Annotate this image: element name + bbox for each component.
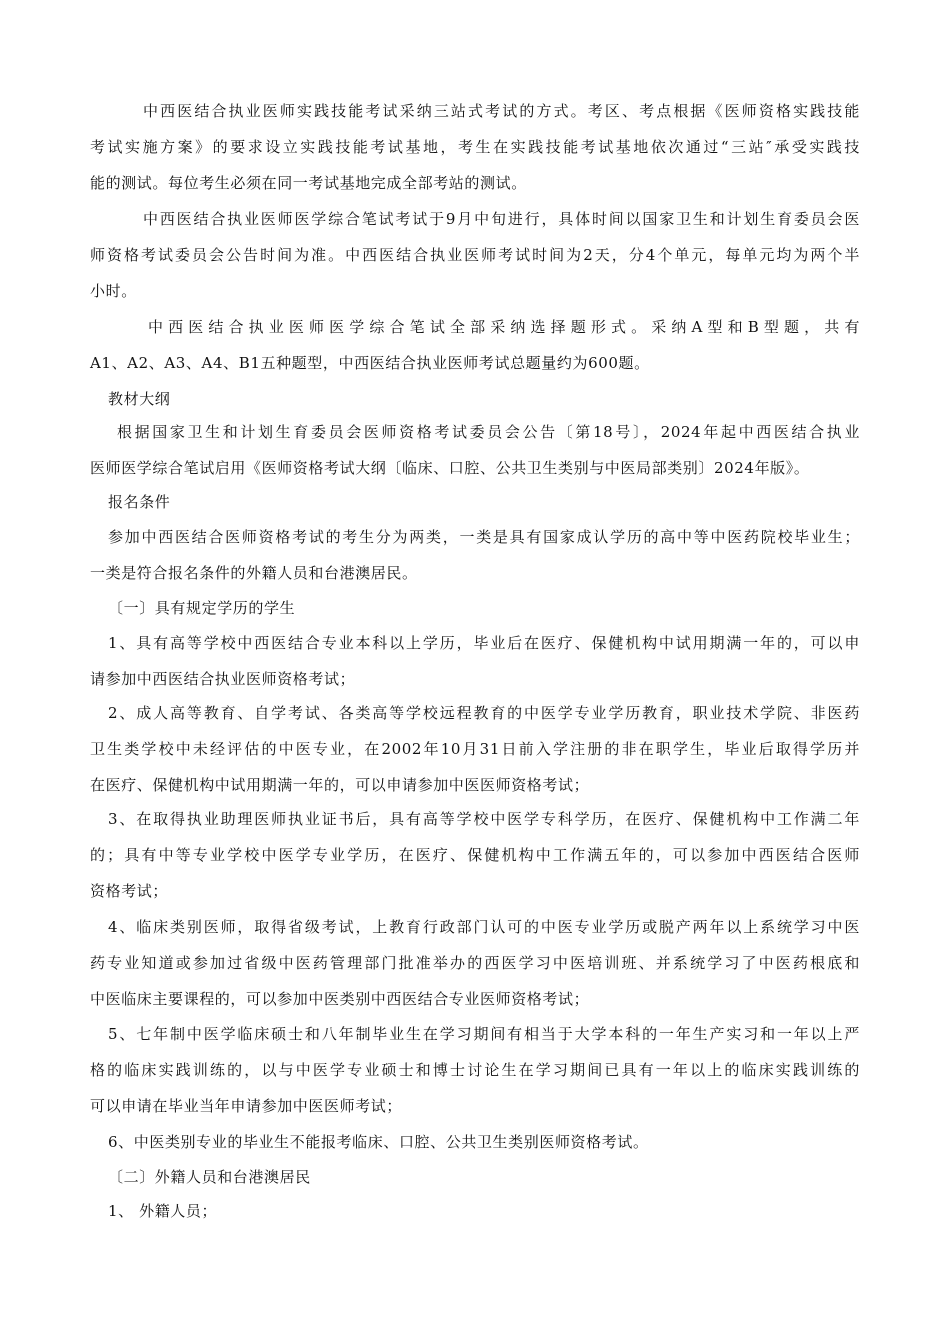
text-line: 参加中西医结合医师资格考试的考生分为两类，一类是具有国家成认学历的高中等中医药院校毕业生； xyxy=(108,528,860,546)
text-line: 小时。 xyxy=(90,282,137,300)
text-line: 可以申请在毕业当年申请参加中医医师考试； xyxy=(90,1097,403,1115)
text-line: 能的测试。每位考生必须在同一考试基地完成全部考站的测试。 xyxy=(90,174,527,192)
paragraph-outline-notice xyxy=(90,414,860,486)
text-line: 中西医结合执业医师实践技能考试采纳三站式考试的方式。考区、考点根据《医师资格实践技能 xyxy=(143,102,860,120)
item-foreign-personnel xyxy=(90,1193,860,1229)
heading-section-two xyxy=(90,1159,860,1195)
text-line: 3、在取得执业助理医师执业证书后，具有高等学校中医学专科学历，在医疗、保健机构中工作满二年 xyxy=(108,810,860,828)
text-line: 4、临床类别医师，取得省级考试，上教育行政部门认可的中医专业学历或脱产两年以上系统学习中医 xyxy=(108,918,860,936)
paragraph-written-exam-time xyxy=(90,201,860,309)
text-line: 〔二〕外籍人员和台港澳居民 xyxy=(108,1168,311,1186)
text-line: 6、中医类别专业的毕业生不能报考临床、口腔、公共卫生类别医师资格考试。 xyxy=(108,1133,649,1151)
heading-textbook-outline xyxy=(90,381,860,417)
text-line: A1、A2、A3、A4、B1五种题型，中西医结合执业医师考试总题量约为600题。 xyxy=(90,354,650,372)
text-line: 1、 外籍人员； xyxy=(108,1202,218,1220)
heading-registration-conditions xyxy=(90,484,860,520)
item-condition-1 xyxy=(90,625,860,697)
paragraph-practical-exam xyxy=(90,93,860,201)
item-condition-4 xyxy=(90,909,860,1017)
text-line: 中西医结合执业医师医学综合笔试全部采纳选择题形式。采纳A型和B型题，共有 xyxy=(148,318,860,336)
text-line: 格的临床实践训练的，以与中医学专业硕士和博士讨论生在学习期间已具有一年以上的临床实践训练的 xyxy=(90,1061,860,1079)
text-line: 中西医结合执业医师医学综合笔试考试于9月中旬进行，具体时间以国家卫生和计划生育委员会医 xyxy=(143,210,860,228)
text-line: 医师医学综合笔试启用《医师资格考试大纲〔临床、口腔、公共卫生类别与中医局部类别〕2024年版》。 xyxy=(90,459,810,477)
text-line: 一类是符合报名条件的外籍人员和台港澳居民。 xyxy=(90,564,418,582)
item-condition-6 xyxy=(90,1124,860,1160)
text-line: 5、七年制中医学临床硕士和八年制毕业生在学习期间有相当于大学本科的一年生产实习和一年以上严 xyxy=(108,1025,860,1043)
paragraph-candidate-types xyxy=(90,519,860,591)
text-line: 根据国家卫生和计划生育委员会医师资格考试委员会公告〔第18号〕，2024年起中西医结合执业 xyxy=(117,423,860,441)
item-condition-2 xyxy=(90,695,860,803)
text-line: 1、具有高等学校中西医结合专业本科以上学历，毕业后在医疗、保健机构中试用期满一年的，可以申 xyxy=(108,634,860,652)
text-line: 师资格考试委员会公告时间为准。中西医结合执业医师考试时间为2天，分4个单元，每单元均为两个半 xyxy=(90,246,860,264)
text-line: 中医临床主要课程的，可以参加中医类别中西医结合专业医师资格考试； xyxy=(90,990,590,1008)
text-line: 〔一〕具有规定学历的学生 xyxy=(108,599,296,617)
text-line: 药专业知道或参加过省级中医药管理部门批准举办的西医学习中医培训班、并系统学习了中医药根底和 xyxy=(90,954,860,972)
text-line: 考试实施方案》的要求设立实践技能考试基地，考生在实践技能考试基地依次通过“三站″承受实践技 xyxy=(90,138,860,156)
text-line: 教材大纲 xyxy=(108,390,171,408)
text-line: 2、成人高等教育、自学考试、各类高等学校远程教育的中医学专业学历教育，职业技术学院、非医药 xyxy=(108,704,860,722)
text-line: 的；具有中等专业学校中医学专业学历，在医疗、保健机构中工作满五年的，可以参加中西医结合医师 xyxy=(90,846,860,864)
text-line: 资格考试； xyxy=(90,882,169,900)
text-line: 卫生类学校中未经评估的中医专业，在2002年10月31日前入学注册的非在职学生，毕业后取得学历并 xyxy=(90,740,860,758)
item-condition-3 xyxy=(90,801,860,909)
text-line: 报名条件 xyxy=(108,493,171,511)
text-line: 请参加中西医结合执业医师资格考试； xyxy=(90,670,356,688)
paragraph-question-types xyxy=(90,309,860,381)
heading-section-one xyxy=(90,590,860,626)
text-line: 在医疗、保健机构中试用期满一年的，可以申请参加中医医师资格考试； xyxy=(90,776,590,794)
item-condition-5 xyxy=(90,1016,860,1124)
